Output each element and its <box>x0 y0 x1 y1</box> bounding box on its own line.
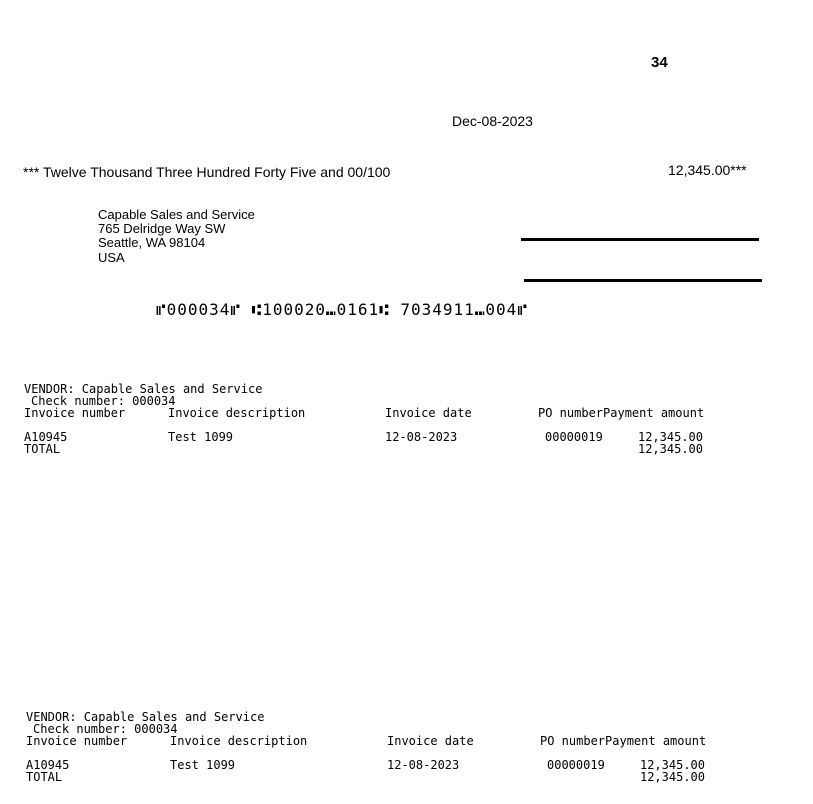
total-amount: 12,345.00 <box>639 770 705 784</box>
header-invoice-date: Invoice date <box>385 406 472 420</box>
header-invoice-date: Invoice date <box>387 734 474 748</box>
header-invoice-description: Invoice description <box>170 734 308 748</box>
row-invoice-number: A10945 <box>24 430 68 444</box>
signature-line-1 <box>521 238 759 241</box>
total-label: TOTAL <box>24 442 61 456</box>
row-invoice-date: 12-08-2023 <box>387 758 460 772</box>
row-invoice-number: A10945 <box>26 758 70 772</box>
vendor-line: VENDOR: Capable Sales and Service <box>26 710 265 724</box>
row-po-number: 00000019 <box>547 758 605 772</box>
payee-street: 765 Delridge Way SW <box>98 221 226 236</box>
payee-name: Capable Sales and Service <box>98 207 255 222</box>
row-payment-amount: 12,345.00 <box>637 430 703 444</box>
row-invoice-description: Test 1099 <box>168 430 234 444</box>
payee-country: USA <box>98 250 125 265</box>
header-po-payment: PO numberPayment amount <box>540 734 707 748</box>
header-po-payment: PO numberPayment amount <box>538 406 705 420</box>
header-invoice-number: Invoice number <box>24 406 126 420</box>
total-amount: 12,345.00 <box>637 442 703 456</box>
check-number-line: Check number: 000034 <box>31 394 176 408</box>
row-invoice-date: 12-08-2023 <box>385 430 458 444</box>
header-invoice-description: Invoice description <box>168 406 306 420</box>
vendor-line: VENDOR: Capable Sales and Service <box>24 382 263 396</box>
payee-city: Seattle, WA 98104 <box>98 235 206 250</box>
micr-line: ⑈000034⑈ ⑆100020⑉0161⑆ 7034911⑉004⑈ <box>156 300 528 319</box>
total-label: TOTAL <box>26 770 63 784</box>
header-invoice-number: Invoice number <box>26 734 128 748</box>
row-po-number: 00000019 <box>545 430 603 444</box>
check-date: Dec-08-2023 <box>452 113 533 129</box>
signature-line-2 <box>524 279 762 282</box>
amount-in-words: *** Twelve Thousand Three Hundred Forty Five and 00/100 <box>23 164 391 180</box>
check-number-line: Check number: 000034 <box>33 722 178 736</box>
check-number: 34 <box>651 54 668 71</box>
row-payment-amount: 12,345.00 <box>639 758 705 772</box>
check-amount: 12,345.00*** <box>668 162 747 178</box>
row-invoice-description: Test 1099 <box>170 758 236 772</box>
